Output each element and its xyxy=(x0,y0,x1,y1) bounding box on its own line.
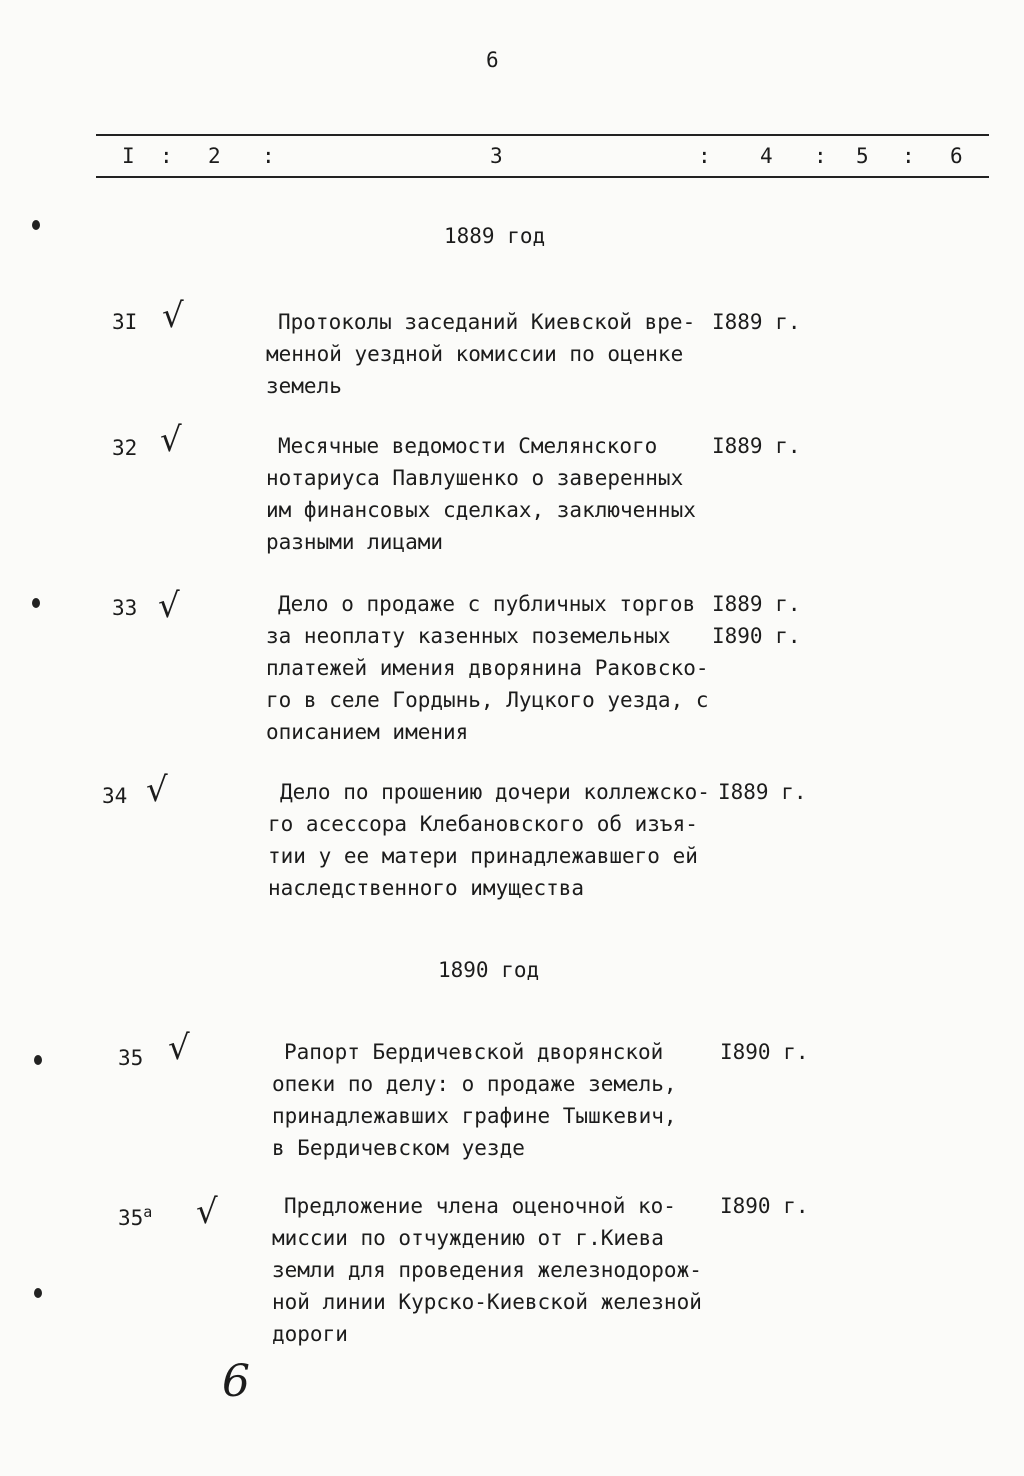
entry-line: миссии по отчуждению от г.Киева xyxy=(272,1226,664,1250)
entry-line: разными лицами xyxy=(266,530,444,554)
entry-line: Рапорт Бердичевской дворянской xyxy=(284,1040,664,1064)
entry-dates xyxy=(712,430,801,462)
entry-line: наследственного имущества xyxy=(268,876,585,900)
checkmark-icon: √ xyxy=(196,1192,218,1232)
column-header-3: 3 xyxy=(490,144,503,168)
checkmark-icon: √ xyxy=(168,1028,190,1068)
entry-dates xyxy=(718,776,807,808)
entry-line: ной линии Курско-Киевской железной xyxy=(272,1290,702,1314)
entry-line: принадлежавших графине Тышкевич, xyxy=(272,1104,677,1128)
entry-date: I890 г. xyxy=(712,624,801,648)
entry-dates xyxy=(720,1036,809,1068)
entry-line: описанием имения xyxy=(266,720,469,744)
entry-dates xyxy=(712,306,801,338)
entry-description xyxy=(272,1036,722,1164)
checkmark-icon: √ xyxy=(146,770,168,810)
entry-number: 34 xyxy=(102,784,128,808)
entry-line: го асессора Клебановского об изъя- xyxy=(268,812,698,836)
entry-date: I889 г. xyxy=(712,434,801,458)
entry-line: опеки по делу: о продаже земель, xyxy=(272,1072,677,1096)
column-separator: : xyxy=(902,144,915,168)
column-header-2: 2 xyxy=(208,144,221,168)
binder-hole-dot xyxy=(32,220,40,230)
checkmark-icon: √ xyxy=(160,420,182,460)
entry-description xyxy=(272,1190,722,1350)
entry-line: земли для проведения железнодорож- xyxy=(272,1258,702,1282)
entry-date: I890 г. xyxy=(720,1040,809,1064)
entry-line: менной уездной комиссии по оценке xyxy=(266,342,684,366)
entry-line: Предложение члена оценочной ко- xyxy=(284,1194,676,1218)
handwritten-page-number: 6 xyxy=(222,1356,250,1407)
entry-line: го в селе Гордынь, Луцкого уезда, с xyxy=(266,688,709,712)
column-header-1: I xyxy=(122,144,135,168)
binder-hole-dot xyxy=(32,598,40,608)
entry-description xyxy=(268,776,718,904)
entry-line: Протоколы заседаний Киевской вре- xyxy=(278,310,696,334)
entry-line: Дело о продаже с публичных торгов xyxy=(278,592,696,616)
entry-date: I889 г. xyxy=(718,780,807,804)
entry-line: нотариуса Павлушенко о заверенных xyxy=(266,466,684,490)
entry-number: 35 xyxy=(118,1046,144,1070)
header-rule-bottom xyxy=(96,176,989,178)
entry-date: I889 г. xyxy=(712,310,801,334)
column-separator: : xyxy=(814,144,827,168)
entry-number: 3I xyxy=(112,310,138,334)
entry-description xyxy=(266,430,716,558)
entry-line: платежей имения дворянина Раковско- xyxy=(266,656,709,680)
entry-line: за неоплату казенных поземельных xyxy=(266,624,671,648)
column-header-5: 5 xyxy=(856,144,869,168)
entry-number-main: 35 xyxy=(118,1206,144,1230)
entry-line: тии у ее матери принадлежавшего ей xyxy=(268,844,698,868)
column-header-4: 4 xyxy=(760,144,773,168)
column-separator: : xyxy=(262,144,275,168)
entry-number-superscript: а xyxy=(143,1203,153,1221)
entry-number: 33 xyxy=(112,596,138,620)
entry-line: земель xyxy=(266,374,342,398)
page-number: 6 xyxy=(486,48,499,72)
header-rule-top xyxy=(96,134,989,136)
entry-description xyxy=(266,306,716,402)
entry-dates xyxy=(720,1190,809,1222)
entry-description xyxy=(266,588,716,748)
entry-dates xyxy=(712,588,801,652)
column-separator: : xyxy=(698,144,711,168)
entry-line: Дело по прошению дочери коллежско- xyxy=(280,780,710,804)
binder-hole-dot xyxy=(34,1288,42,1298)
column-header-6: 6 xyxy=(950,144,963,168)
entry-line: им финансовых сделках, заключенных xyxy=(266,498,696,522)
entry-line: Месячные ведомости Смелянского xyxy=(278,434,658,458)
entry-line: в Бердичевском уезде xyxy=(272,1136,525,1160)
section-heading-1890: 1890 год xyxy=(438,958,540,982)
column-separator: : xyxy=(160,144,173,168)
entry-number: 32 xyxy=(112,436,138,460)
checkmark-icon: √ xyxy=(162,296,184,336)
entry-line: дороги xyxy=(272,1322,348,1346)
binder-hole-dot xyxy=(34,1055,42,1065)
entry-number xyxy=(118,1196,152,1234)
entry-date: I890 г. xyxy=(720,1194,809,1218)
entry-date: I889 г. xyxy=(712,592,801,616)
section-heading-1889: 1889 год xyxy=(444,224,546,248)
checkmark-icon: √ xyxy=(158,586,180,626)
